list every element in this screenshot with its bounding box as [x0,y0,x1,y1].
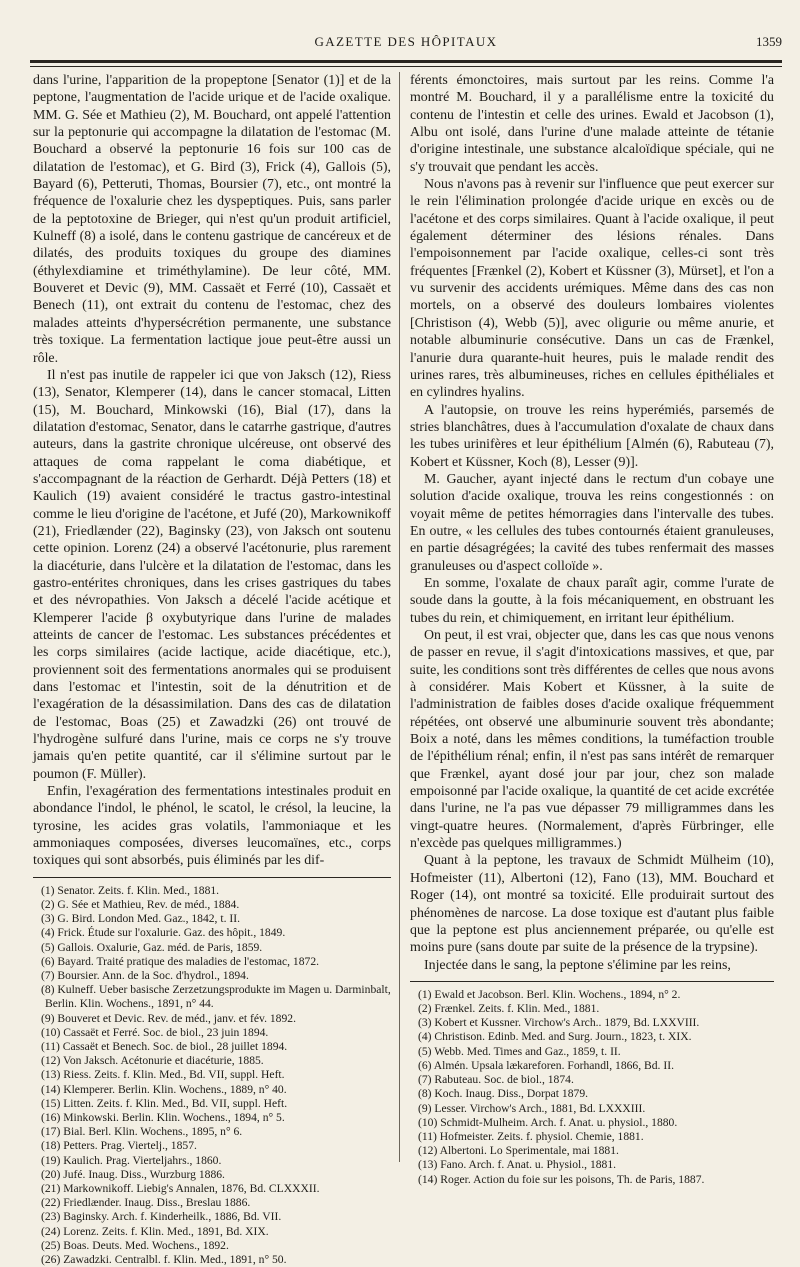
footnote: (13) Riess. Zeits. f. Klin. Med., Bd. VII, suppl. Heft. [41,1068,285,1082]
paragraph: Injectée dans le sang, la peptone s'élimine par les reins, [424,957,731,973]
footnote: (3) Kobert et Kussner. Virchow's Arch.. 1879, Bd. LXXVIII. [418,1016,700,1030]
running-header [30,32,782,54]
header-rule-thick [30,60,782,63]
footnote: (24) Lorenz. Zeits. f. Klin. Med., 1891, Bd. XIX. [41,1224,269,1238]
footnote-rule [410,981,774,982]
footnote: (21) Markownikoff. Liebig's Annalen, 1876, Bd. CLXXXII. [41,1182,320,1196]
footnote: (22) Friedlænder. Inaug. Diss., Breslau 1886. [41,1196,251,1210]
footnote: (14) Klemperer. Berlin. Klin. Wochens., 1889, n° 40. [41,1082,287,1096]
footnote: (6) Bayard. Traité pratique des maladies de l'estomac, 1872. [41,954,320,968]
footnote: (13) Fano. Arch. f. Anat. u. Physiol., 1881. [418,1158,617,1172]
footnote: (11) Cassaët et Benech. Soc. de biol., 28 juillet 1894. [41,1040,288,1054]
footnote: (2) Frænkel. Zeits. f. Klin. Med., 1881. [418,1002,600,1016]
paragraph: férents émonctoires, mais surtout par les reins. Comme l'a montré M. Bouchard, il y a parallélisme entre la toxicité du contenu de l'intestin et celle des urines. Ewald et Jacobson (1), Albu ont isolé, dans l'urine d'une malade atteinte de tétanie d'origine intestinale, une substance alcaloïdique spéciale, qui ne s'y trouvait que pendant les accès. [410,73,774,175]
footnote: (8) Kulneff. Ueber basische Zerzetzungsprodukte im Magen u. Darminbalt, Berlin. Klin. Wochens., 1891, n° 44. [41,983,391,1011]
footnote: (10) Cassaët et Ferré. Soc. de biol., 23 juin 1894. [41,1025,269,1039]
footnote: (1) Senator. Zeits. f. Klin. Med., 1881. [41,883,220,897]
footnote: (14) Roger. Action du foie sur les poisons, Th. de Paris, 1887. [418,1172,705,1186]
column-divider [399,72,400,1162]
footnote: (23) Baginsky. Arch. f. Kinderheilk., 1886, Bd. VII. [41,1210,282,1224]
footnote: (5) Gallois. Oxalurie, Gaz. méd. de Paris, 1859. [41,940,263,954]
paragraph: M. Gaucher, ayant injecté dans le rectum d'un cobaye une solution d'acide oxalique, trouva les reins congestionnés : on voyait même de petites hémorragies dans l'intervalle des tubes. En outre, « les cellules des tubes contournés étaient granuleuses, en partie désagrégées; la cavité des tubes renfermait des masses granuleuses ou d'aspect colloïde ». [410,471,774,574]
right-column [410,72,774,1187]
paragraph: Quant à la peptone, les travaux de Schmidt Mülheim (10), Hofmeister (11), Albertoni (12), Fano (13), MM. Bouchard et Roger (14), ont montré sa toxicité. Elle produirait surtout des phénomènes de narcose. La dose toxique est d'autant plus faible que la peptone est plus anciennement préparée, ou qu'elle est moins pure (sans doute par suite de la présence de la trypsine). [410,853,774,956]
footnote: (12) Von Jaksch. Acétonurie et diacéturie, 1885. [41,1054,264,1068]
paragraph: Nous n'avons pas à revenir sur l'influence que peut exercer sur le rein l'élimination prolongée d'acide urique en excès ou de l'acétone et des corps similaires. Quant à l'acide oxalique, il peut également déterminer des lésions rénales. Dans l'empoisonnement par l'acide oxalique, celles-ci sont très fréquentes [Frænkel (2), Kobert et Küssner (3), Mürset], et l'on a vu survenir des accidents urémiques. Même dans des cas non mortels, on a observé des douleurs lombaires violentes [Christison (4), Webb (5)], avec oligurie ou même anurie, et notable albuminurie consécutive. Dans un cas de Frænkel, l'anurie dura quarante-huit heures, puis le malade rendit des urines rares, très albumineuses, riches en cellules épithéliales et en cylindres hyalins. [410,177,774,401]
journal-title: GAZETTE DES HÔPITAUX [314,34,498,49]
paragraph: Il n'est pas inutile de rappeler ici que von Jaksch (12), Riess (13), Senator, Klemperer (14), dans le cancer stomacal, Litten (15), M. Bouchard, Minkowski (16), Bial (17), dans la dilatation d'estomac, Senator, dans le catarrhe gastrique, d'autres auteurs, dans la gastrite chronique ulcéreuse, ont observé des attaques de coma rappelant le coma diabétique, et s'accompagnant de la réaction de Gerhardt. Déjà Petters (18) et Kaulich (19) avaient considéré le tractus gastro-intestinal comme le lieu d'origine de l'acétone, et Jufé (20), Markownikoff (21), Friedlænder (22), Baginsky (23), von Jaksch ont soutenu cette opinion. Lorenz (24) a observé l'acétonurie, plus rarement la diacéturie, dans l'ulcère et la dilatation de l'estomac, dans les gastro-entérites chroniques, dans les crises gastriques du tabes et des névropathies. Von Jaksch a décelé l'acide acétique et Klemperer l'acide β oxybutyrique dans l'urine de malades atteints de cancer de l'estomac. Les substances précédentes et les corps similaires (acide lactique, acide diacétique, etc.), proviennent soit des fermentations anormales qui se produisent dans l'estomac et l'intestin, soit de la dénutrition et de l'exagération de la désassimilation. Dans des cas de dilatation de l'estomac, Boas (25) et Zawadzki (26) ont trouvé de l'hydrogène sulfuré dans l'urine, mais ce corps ne s'y trouve jamais qu'en petite quantité, car il s'élimine surtout par le poumon (F. Müller). [33,367,391,782]
footnote: (9) Bouveret et Devic. Rev. de méd., janv. et fév. 1892. [41,1011,296,1025]
footnote: (1) Ewald et Jacobson. Berl. Klin. Wochens., 1894, n° 2. [418,987,681,1001]
footnote: (12) Albertoni. Lo Sperimentale, mai 1881. [418,1144,619,1158]
footnote: (7) Rabuteau. Soc. de biol., 1874. [418,1073,574,1087]
footnote: (4) Frick. Étude sur l'oxalurie. Gaz. des hôpit., 1849. [41,926,286,940]
footnote-rule [33,877,391,878]
paragraph: dans l'urine, l'apparition de la propeptone [Senator (1)] et de la peptone, l'augmentation de l'acide urique et de l'acide oxalique. MM. G. Sée et Mathieu (2), M. Bouchard, ont appelé l'attention sur la peptonurie qui accompagne la dilatation de l'estomac (M. Bouchard a observé la peptonurie 16 fois sur 100 cas de dilatation de l'estomac), et G. Bird (3), Frick (4), Gallois (5), Bayard (6), Petteruti, Thomas, Boursier (7), etc., ont montré la fréquence de l'oxalurie chez les dyspeptiques. Puis, sans parler de la peptotoxine de Brieger, qui n'est qu'un produit artificiel, Kulneff (8) a isolé, dans le contenu gastrique de cancéreux et de dilatés, des produits toxiques du groupe des diamines (éthylexdiamine et triméthylamine). De leur côté, MM. Bouveret et Devic (9), MM. Cassaët et Ferré (10), Cassaët et Benech (11), ont extrait du contenu de l'estomac, chez des malades atteints d'hypersécrétion permanente, une substance très toxique. La fermentation lactique joue peut-être aussi un rôle. [33,73,391,366]
footnote: (16) Minkowski. Berlin. Klin. Wochens., 1894, n° 5. [41,1111,285,1125]
footnote: (25) Boas. Deuts. Med. Wochens., 1892. [41,1238,229,1252]
paragraph: Enfin, l'exagération des fermentations intestinales produit en abondance l'indol, le phénol, le scatol, le crésol, la leucine, la tyrosine, les acides gras volatils, l'ammoniaque et les ammoniaques composées, diverses leucomaïnes, etc., corps toxiques qui sont absorbés, puis éliminés par les dif- [33,784,391,869]
footnotes-left [33,884,391,1267]
footnote: (2) G. Sée et Mathieu, Rev. de méd., 1884. [41,898,240,912]
footnote: (5) Webb. Med. Times and Gaz., 1859, t. II. [418,1044,621,1058]
footnote: (15) Litten. Zeits. f. Klin. Med., Bd. VII, suppl. Heft. [41,1096,288,1110]
footnote: (7) Boursier. Ann. de la Soc. d'hydrol., 1894. [41,969,249,983]
footnote: (6) Almén. Upsala lækareforen. Forhandl, 1866, Bd. II. [418,1058,674,1072]
paragraph: En somme, l'oxalate de chaux paraît agir, comme l'urate de soude dans la goutte, à la fois mécaniquement, en obstruant les tubes du rein, et chimiquement, en irritant leur épithélium. [410,575,774,626]
paragraph: A l'autopsie, on trouve les reins hyperémiés, parsemés de stries blanchâtres, dues à l'accumulation d'oxalate de chaux dans les tubes urinifères et leur épithélium [Almén (6), Rabuteau (7), Kobert et Küssner, Koch (8), Lesser (9)]. [410,402,774,470]
footnote: (8) Koch. Inaug. Diss., Dorpat 1879. [418,1087,589,1101]
footnote: (20) Jufé. Inaug. Diss., Wurzburg 1886. [41,1167,225,1181]
footnote: (17) Bial. Berl. Klin. Wochens., 1895, n° 6. [41,1125,243,1139]
page-number: 1359 [756,34,782,49]
paragraph: On peut, il est vrai, objecter que, dans les cas que nous venons de passer en revue, il s'agit d'intoxications massives, et que, par suite, les conditions sont très différentes de celles que nous avons à considérer. Mais Kobert et Küssner, à la suite de l'administration de faibles doses d'acide oxalique fréquemment répétées, ont observé une albuminurie souvent très abondante; Boix a noté, dans les mêmes conditions, la tuméfaction trouble de l'épithélium rénal; enfin, il n'est pas sans intérêt de remarquer que Frænkel, ayant dosé jour par jour, chez son malade empoisonné par l'acide oxalique, la quantité de cet acide excrétée dans l'urine, ne l'a pas vue dépasser 79 milligrammes dans les vingt-quatre heures. (Normalement, d'après Fürbringer, elle n'excède pas quelques milligrammes.) [410,628,774,852]
footnotes-right [410,988,774,1187]
footnote: (26) Zawadzki. Centralbl. f. Klin. Med., 1891, n° 50. [41,1253,287,1267]
left-column [33,72,391,1267]
footnote: (9) Lesser. Virchow's Arch., 1881, Bd. LXXXIII. [418,1101,646,1115]
footnote: (10) Schmidt-Mulheim. Arch. f. Anat. u. physiol., 1880. [418,1115,678,1129]
footnote: (19) Kaulich. Prag. Vierteljahrs., 1860. [41,1153,222,1167]
footnote: (11) Hofmeister. Zeits. f. physiol. Chemie, 1881. [418,1129,644,1143]
footnote: (3) G. Bird. London Med. Gaz., 1842, t. II. [41,912,240,926]
footnote: (4) Christison. Edinb. Med. and Surg. Journ., 1823, t. XIX. [418,1030,692,1044]
header-rule-thin [30,66,782,67]
footnote: (18) Petters. Prag. Viertelj., 1857. [41,1139,197,1153]
